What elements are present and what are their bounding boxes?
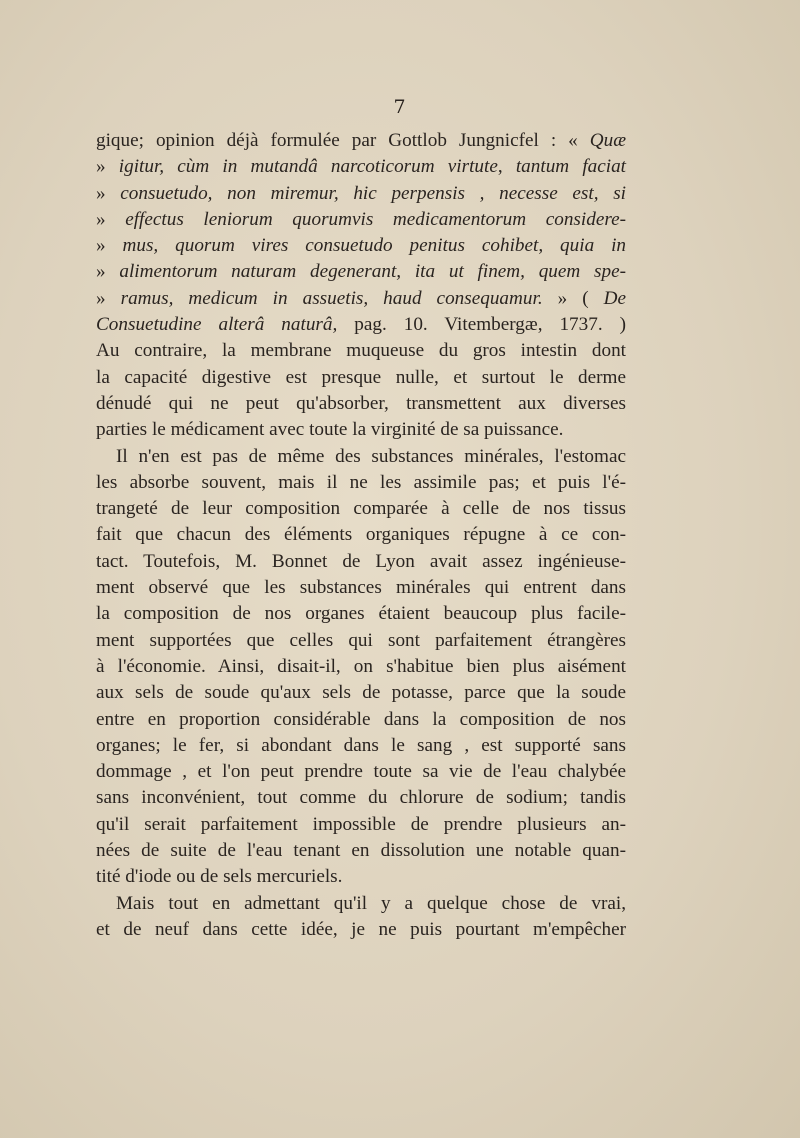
text-segment: ment supportées que celles qui sont parfaitement étrangères <box>96 629 626 651</box>
text-segment: pag. 10. Vitembergæ, 1737. ) <box>337 314 626 336</box>
text-line <box>96 549 626 575</box>
text-segment: tact. Toutefois, M. Bonnet de Lyon avait assez ingénieuse- <box>96 550 626 572</box>
text-segment: les absorbe souvent, mais il ne les assimile pas; et puis l'é- <box>96 471 626 493</box>
italic-text: alimentorum naturam degenerant, ita ut finem, quem spe- <box>119 261 627 283</box>
text-line <box>96 470 626 496</box>
text-line <box>96 444 626 470</box>
italic-text: igitur, cùm in mutandâ narcoticorum virtute <box>118 156 498 178</box>
text-line <box>96 338 626 364</box>
text-segment: gique; opinion déjà formulée par Gottlob Jungnicfel : « <box>96 130 590 151</box>
text-line <box>96 654 626 680</box>
text-line <box>96 628 626 654</box>
text-line <box>96 680 626 706</box>
text-line <box>96 838 626 864</box>
text-segment: aux sels de soude qu'aux sels de potasse, parce que la soude <box>96 682 626 704</box>
text-segment: dommage , et l'on peut prendre toute sa vie de l'eau chalybée <box>96 761 626 783</box>
text-line <box>96 522 626 548</box>
text-line <box>96 233 626 259</box>
text-line <box>96 785 626 811</box>
text-segment: ment observé que les substances minérales qui entrent dans <box>96 577 626 599</box>
text-line <box>96 259 626 285</box>
text-line <box>96 154 626 180</box>
text-line <box>96 733 626 759</box>
text-segment: sans inconvénient, tout comme du chlorure de sodium; tandis <box>96 787 626 809</box>
text-line <box>96 707 626 733</box>
text-segment: » <box>96 261 120 283</box>
text-segment: nées de suite de l'eau tenant en dissolution une notable quan- <box>96 840 626 862</box>
text-line <box>96 891 626 917</box>
text-segment: à l'économie. Ainsi, disait-il, on s'habitue bien plus aisément <box>96 655 626 677</box>
text-line <box>96 812 626 838</box>
text-line <box>96 917 626 943</box>
italic-text: ramus, medicum in assuetis, haud consequamur. <box>120 287 543 309</box>
text-segment: fait que chacun des éléments organiques répugne à ce con- <box>96 524 626 546</box>
text-segment: la capacité digestive est presque nulle, et surtout le derme <box>96 366 626 388</box>
text-segment: organes; le fer, si abondant dans le sang , est supporté sans <box>96 734 626 756</box>
text-line <box>96 601 626 627</box>
italic-text: mus, quorum vires consuetudo penitus cohibet, quia in <box>122 235 626 257</box>
text-segment: » <box>96 208 126 230</box>
page-number: 7 <box>393 96 407 118</box>
text-line <box>96 575 626 601</box>
italic-text: Consuetudine alterâ naturâ, <box>96 314 338 336</box>
text-line <box>96 496 626 522</box>
text-line <box>96 759 626 785</box>
text-line <box>96 128 626 154</box>
text-segment: Au contraire, la membrane muqueuse du gros intestin dont <box>96 340 626 362</box>
text-segment: entre en proportion considérable dans la composition de nos <box>96 708 626 730</box>
text-segment: qu'il serait parfaitement impossible de prendre plusieurs an- <box>96 813 626 835</box>
text-segment: » <box>96 287 121 309</box>
text-line <box>96 181 626 207</box>
text-line <box>96 391 626 417</box>
text-line <box>96 365 626 391</box>
text-line <box>96 417 626 443</box>
text-line <box>96 207 626 233</box>
text-segment: et de neuf dans cette idée, je ne puis pourtant m'empêcher <box>96 918 626 940</box>
text-line <box>96 312 626 338</box>
italic-text: consuetudo, non miremur, hic perpensis , necesse est, si <box>120 182 626 204</box>
text-segment: Il n'en est pas de même des substances minérales, l'estomac <box>116 445 626 467</box>
text-segment: la composition de nos organes étaient beaucoup plus facile- <box>96 603 626 625</box>
text-segment: parties le médicament avec toute la virginité de sa puissance. <box>96 419 564 441</box>
text-line <box>96 286 626 312</box>
italic-text: effectus leniorum quorumvis medicamentorum considere- <box>125 208 627 230</box>
italic-text: Quæ <box>589 130 626 151</box>
italic-text: tantum faciat <box>515 156 627 178</box>
text-segment: trangeté de leur composition comparée à celle de nos tissus <box>96 498 626 520</box>
body-text <box>96 128 626 943</box>
text-segment: » <box>96 182 121 204</box>
italic-text: De <box>603 287 627 309</box>
text-segment: » ( <box>542 287 604 309</box>
text-segment: » <box>96 156 119 178</box>
text-line <box>96 864 626 890</box>
text-segment: tité d'iode ou de sels mercuriels. <box>96 866 343 888</box>
text-segment: Mais tout en admettant qu'il y a quelque chose de vrai, <box>116 892 626 914</box>
text-segment: » <box>96 235 123 257</box>
text-segment: dénudé qui ne peut qu'absorber, transmettent aux diverses <box>96 392 626 414</box>
text-segment: , <box>497 156 516 178</box>
